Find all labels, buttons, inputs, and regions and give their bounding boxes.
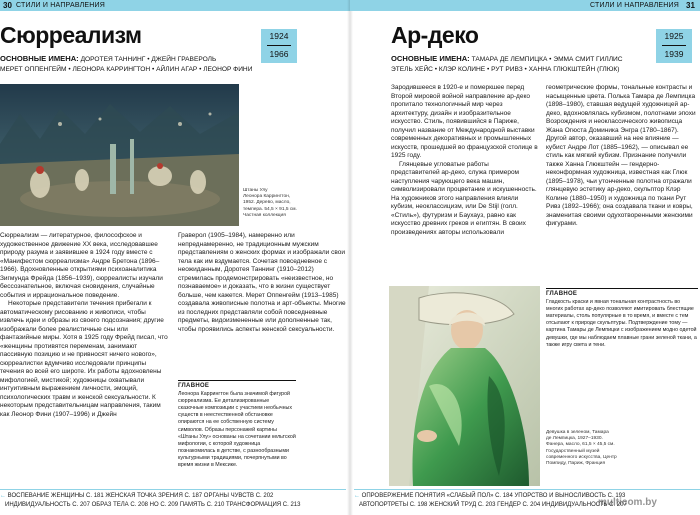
names-line-2: ЭТЕЛЬ ХЕЙС • КЛЭР КОЛИНЕ • РУТ РИВЗ • ХАННА ГЛЮКШТЕЙН (ГЛЮК): [391, 66, 620, 73]
page-number: 31: [686, 1, 695, 10]
paragraph: Сюрреализм — литературное, философское и художественное движение XX века, исследовавшее природу разума и заявившее в 1924 году вместе с «Манифестом сюрреализма» Андре Бретона (1896–1966). Вдохновленные открытиями психоаналитика Зигмунда Фрейда (1856–1939), сюрреалисты изучали бессознательное, включая сновидения, случайные события и иррациональное поведение.: [0, 232, 163, 299]
names-label: ОСНОВНЫЕ ИМЕНА:: [391, 54, 470, 63]
names-label: ОСНОВНЫЕ ИМЕНА:: [0, 54, 79, 63]
section-label: СТИЛИ И НАПРАВЛЕНИЯ: [16, 2, 106, 9]
names-line-1: ТАМАРА ДЕ ЛЕМПИЦКА • ЭММА СМИТ ГИЛЛИС: [471, 56, 623, 63]
caption-surrealism: Штаны Улу Леонора Каррингтон, 1952. Дерево, масло, темпера. 54,5 × 91,5 см. Частная коллекция: [243, 188, 297, 218]
year-from: 1925: [664, 31, 684, 41]
year-to: 1939: [664, 49, 684, 59]
key-heading: ГЛАВНОЕ: [546, 288, 698, 298]
paragraph: Зародившееся в 1920-е и померкшее перед Второй мировой войной направление ар-деко пропитало технологичный мир через архитектуру, дизайн и изобразительное искусство. Стиль, появившийся в Париже, получил название от Международной выставки современных декоративных и промышленных искусств, прошедшей во французской столице в 1925 году.: [391, 84, 538, 159]
paragraph: геометрические формы, тональные контрасты и насыщенные цвета. Полька Тамара де Лемпицка (1898–1980), ставшая ведущей художницей ар-деко, вдохновлялась кубизмом, полотнами эпохи Возрождения и неоклассического живописца Жана Огюста Доминика Энгра (1780–1867). Другой автор, оказавший на нее влияние — кубист Андре Лот (1885–1962), — описывал ее стиль как мягкий кубизм. Признание получили также Ханна Глюкштейн — гендерно-неконформная художница, известная как Глюк (1895–1978), чьи утонченные полотна отражали глянцевую эстетику ар-деко, скульптор Клэр Колине (1880–1950) и художница по ткани Рут Ривз (1892–1966); она создавала ткани и ковры, знаменитая своими одухотворенными женскими фигурами.: [546, 84, 696, 227]
key-heading: ГЛАВНОЕ: [178, 380, 296, 390]
paragraph: Некоторые представители течения прибегали к автоматическому рисованию и живописи, чтобы извлечь идеи и образы из своего подсознания; другие изображали более реалистичные сны или фантазийные миры. Хотя в 1925 году Фрейд писал, что «женщины противятся переменам, занимают пассивную позицию и не привносят ничего нового», сюрреалистки вдумчиво исследовали принципы течения во всей его широте. Их работы вдохновлены мифологией, мистикой; художницы охватывали интуитивным выражением личности, эмоций, психологических травм и женской сексуальности. К некоторым представительницам направления, таким как Леонор Фини (1907–1996) и Джейн: [0, 300, 168, 418]
paragraph: Граверол (1905–1984), намеренно или непреднамеренно, не традиционным мужским представлениям о женских формах и изображали свои тела как им вздумается. Сочетая повседневное с неожиданным, Доротея Таннинг (1910–2012) стремилась продемонстрировать «неизвестное, но познаваемое» и доказать, что в жизни существует больше, чем кажется. Мерет Оппенгейм (1913–1985) создавала живописные полотна и арт-объекты. Многие из последних представляли собой повседневные предметы, видоизмененные или дополненные так, чтобы проявились аспекты женской сексуальности.: [178, 232, 346, 333]
key-names: [0, 54, 258, 75]
year-to: 1966: [269, 49, 289, 59]
body-column-1: [391, 84, 539, 237]
section-label: СТИЛИ И НАПРАВЛЕНИЯ: [590, 2, 680, 9]
caption-art-deco: Девушка в зеленом, Тамара де Лемпицка, 1927–1930. Фанера, масло, 61,5 × 45,5 см. Государственный музей современного искусства, Центр Помпиду, Париж, Франция: [546, 430, 617, 467]
footer-link-2[interactable]: ИНДИВИДУАЛЬНОСТЬ С. 207 ОБРАЗ ТЕЛА С. 208 НО С. 209 ПАМЯТЬ С. 210 ТРАНСФОРМАЦИЯ С. 213: [5, 502, 301, 508]
footer-link-1[interactable]: ОПРОВЕРЖЕНИЕ ПОНЯТИЯ «СЛАБЫЙ ПОЛ» С. 184 УПОРСТВО И ВЫНОСЛИВОСТЬ С. 193: [361, 493, 626, 499]
footer-link-1[interactable]: ВОСПЕВАНИЕ ЖЕНЩИНЫ С. 181 ЖЕНСКАЯ ТОЧКА ЗРЕНИЯ С. 187 ОРГАНЫ ЧУВСТВ С. 202: [7, 493, 274, 499]
page-number: 30: [3, 1, 12, 10]
footer-link-2[interactable]: АВТОПОРТРЕТЫ С. 198 ЖЕНСКИЙ ТРУД С. 203 ГЕНДЕР С. 204 ИНДИВИДУАЛЬНОСТЬ С. 207: [359, 502, 627, 508]
key-box: [546, 288, 698, 349]
key-text: Гладкость краски и явная тональная контрастность во многих работах ар-деко позволяют имитировать блестящие материалы, столь популярные в то время, и вместе с тем отсылают к природе скульптуры. Подтверждение тому — картина Тамары де Лемпицки с изображением модно одетой девушки, где мы наблюдаем плавные грани зеленой ткани, а также игру света и тени.: [546, 299, 697, 348]
painting-art-deco: [389, 286, 540, 486]
footer-crossrefs: [0, 492, 346, 514]
arrow-icon: ←: [354, 493, 360, 499]
names-line-2: МЕРЕТ ОППЕНГЕЙМ • ЛЕОНОРА КАРРИНГТОН • АЙЛИН АГАР • ЛЕОНОР ФИНИ: [0, 66, 253, 73]
body-column-1: [0, 232, 170, 419]
page-title: Сюрреализм: [0, 22, 142, 48]
arrow-icon: ←: [0, 493, 6, 499]
key-box: [178, 380, 296, 469]
body-column-2: [546, 84, 698, 229]
paragraph: Глянцевые угловатые работы представителей ар-деко, служа примером наступления чарующего века машин, символизировали процветание и искушенность. На художников этого направления влияли кубизм, неоклассицизм, или De Stijl (голл. «Стиль»), футуризм и Баухауз, равно как искусство древних греков и египтян. В своих произведениях авторы использовали: [391, 160, 537, 236]
year-from: 1924: [269, 31, 289, 41]
body-column-2: [178, 232, 346, 334]
names-line-1: ДОРОТЕЯ ТАННИНГ • ДЖЕЙН ГРАВЕРОЛЬ: [80, 56, 217, 63]
key-text: Леонора Каррингтон была значимой фигурой сюрреализма. Ее детализированные сказочные композиции с участием необычных существ в неестественной обстановке опираются на ее собственную систему символов. Образы персонажей картины «Штаны Улу» основаны на сочетании кельтской мифологии, с которой художница познакомилась в детстве, с разнообразными культурными традициями, почерпнутыми во время жизни в Мексике.: [178, 391, 296, 469]
watermark: multicom.by: [598, 497, 657, 508]
page-title: Ар-деко: [391, 22, 479, 48]
years-badge: [656, 29, 692, 63]
key-names: [391, 54, 653, 75]
painting-surrealism: [0, 84, 239, 226]
years-badge: [261, 29, 297, 63]
